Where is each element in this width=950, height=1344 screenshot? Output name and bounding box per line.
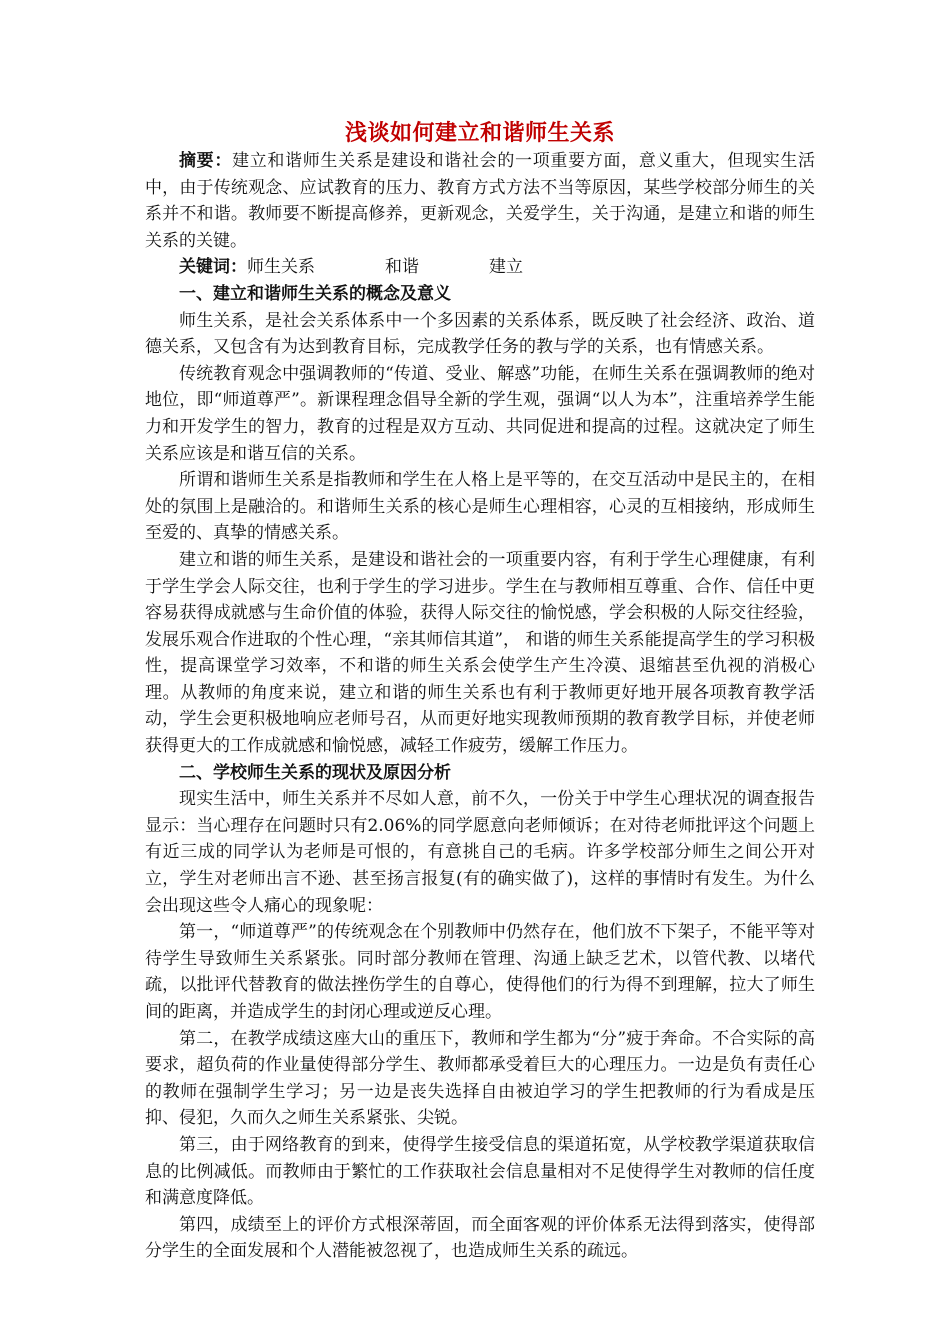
keywords-line	[145, 254, 815, 281]
body-paragraph: 第二，在教学成绩这座大山的重压下，教师和学生都为“分”疲于奔命。不合实际的高要求，超负荷的作业量使得部分学生、教师都承受着巨大的心理压力。一边是负有责任心的教师在强制学生学习；另一边是丧失选择自由被迫学习的学生把教师的行为看成是压抑、侵犯，久而久之师生关系紧张、尖锐。	[145, 1028, 815, 1129]
abstract-label: 摘要：	[179, 151, 233, 171]
body-paragraph: 现实生活中，师生关系并不尽如人意，前不久，一份关于中学生心理状况的调查报告显示：当心理存在问题时只有2.06%的同学愿意向老师倾诉；在对待老师批评这个问题上有近三成的同学认为老师是可恨的，有意挑自己的毛病。许多学校部分师生之间公开对立，学生对老师出言不逊、甚至扬言报复(有的确实做了)，这样的事情时有发生。为什么会出现这些令人痛心的现象呢：	[145, 789, 815, 916]
body-paragraph: 建立和谐的师生关系，是建设和谐社会的一项重要内容，有利于学生心理健康，有利于学生学会人际交往，也利于学生的学习进步。学生在与教师相互尊重、合作、信任中更容易获得成就感与生命价值的体验，获得人际交往的愉悦感，学会积极的人际交往经验，发展乐观合作进取的个性心理，“亲其师信其道”， 和谐的师生关系能提高学生的学习积极性，提高课堂学习效率，不和谐的师生关系会使学生产生冷漠、退缩甚至仇视的消极心理。从教师的角度来说，建立和谐的师生关系也有利于教师更好地开展各项教育教学活动，学生会更积极地响应老师号召，从而更好地实现教师预期的教育教学目标，并使老师获得更大的工作成就感和愉悦感，减轻工作疲劳，缓解工作压力。	[145, 549, 815, 757]
body-paragraph: 第三，由于网络教育的到来，使得学生接受信息的渠道拓宽，从学校教学渠道获取信息的比例减低。而教师由于繁忙的工作获取社会信息量相对不足使得学生对教师的信任度和满意度降低。	[145, 1134, 815, 1209]
body-paragraph: 第四，成绩至上的评价方式根深蒂固，而全面客观的评价体系无法得到落实，使得部分学生的全面发展和个人潜能被忽视了，也造成师生关系的疏远。	[145, 1214, 815, 1262]
abstract-paragraph	[145, 148, 815, 254]
body-paragraph: 师生关系，是社会关系体系中一个多因素的关系体系，既反映了社会经济、政治、道德关系，又包含有为达到教育目标，完成教学任务的教与学的关系，也有情感关系。	[145, 310, 815, 358]
abstract-text: 建立和谐师生关系是建设和谐社会的一项重要方面，意义重大，但现实生活中，由于传统观念、应试教育的压力、教育方式方法不当等原因，某些学校部分师生的关系并不和谐。教师要不断提高修养，更新观念，关爱学生，关于沟通，是建立和谐的师生关系的关键。	[145, 151, 816, 251]
body-paragraph: 所谓和谐师生关系是指教师和学生在人格上是平等的，在交互活动中是民主的，在相处的氛围上是融洽的。和谐师生关系的核心是师生心理相容，心灵的互相接纳，形成师生至爱的、真挚的情感关系。	[145, 470, 815, 544]
keyword-item: 和谐	[385, 257, 419, 278]
body-paragraph: 传统教育观念中强调教师的“传道、受业、解惑”功能，在师生关系在强调教师的绝对地位，即“师道尊严”。新课程理念倡导全新的学生观，强调“以人为本”，注重培养学生能力和开发学生的智力，教育的过程是双方互动、共同促进和提高的过程。这就决定了师生关系应该是和谐互信的关系。	[145, 363, 815, 464]
keyword-item: 建立	[489, 257, 523, 278]
document-page	[145, 110, 815, 1265]
keyword-item: 师生关系	[247, 257, 315, 278]
body-paragraph: 第一，“师道尊严”的传统观念在个别教师中仍然存在，他们放不下架子，不能平等对待学生导致师生关系紧张。同时部分教师在管理、沟通上缺乏艺术，以管代教、以堵代疏，以批评代替教育的做法挫伤学生的自尊心，使得他们的行为得不到理解，拉大了师生间的距离，并造成学生的封闭心理或逆反心理。	[145, 922, 815, 1022]
section-heading: 二、学校师生关系的现状及原因分析	[179, 762, 451, 783]
document-title: 浅谈如何建立和谐师生关系	[344, 120, 615, 146]
keywords-label: 关键词：	[179, 257, 247, 278]
section-heading: 一、建立和谐师生关系的概念及意义	[179, 283, 451, 304]
